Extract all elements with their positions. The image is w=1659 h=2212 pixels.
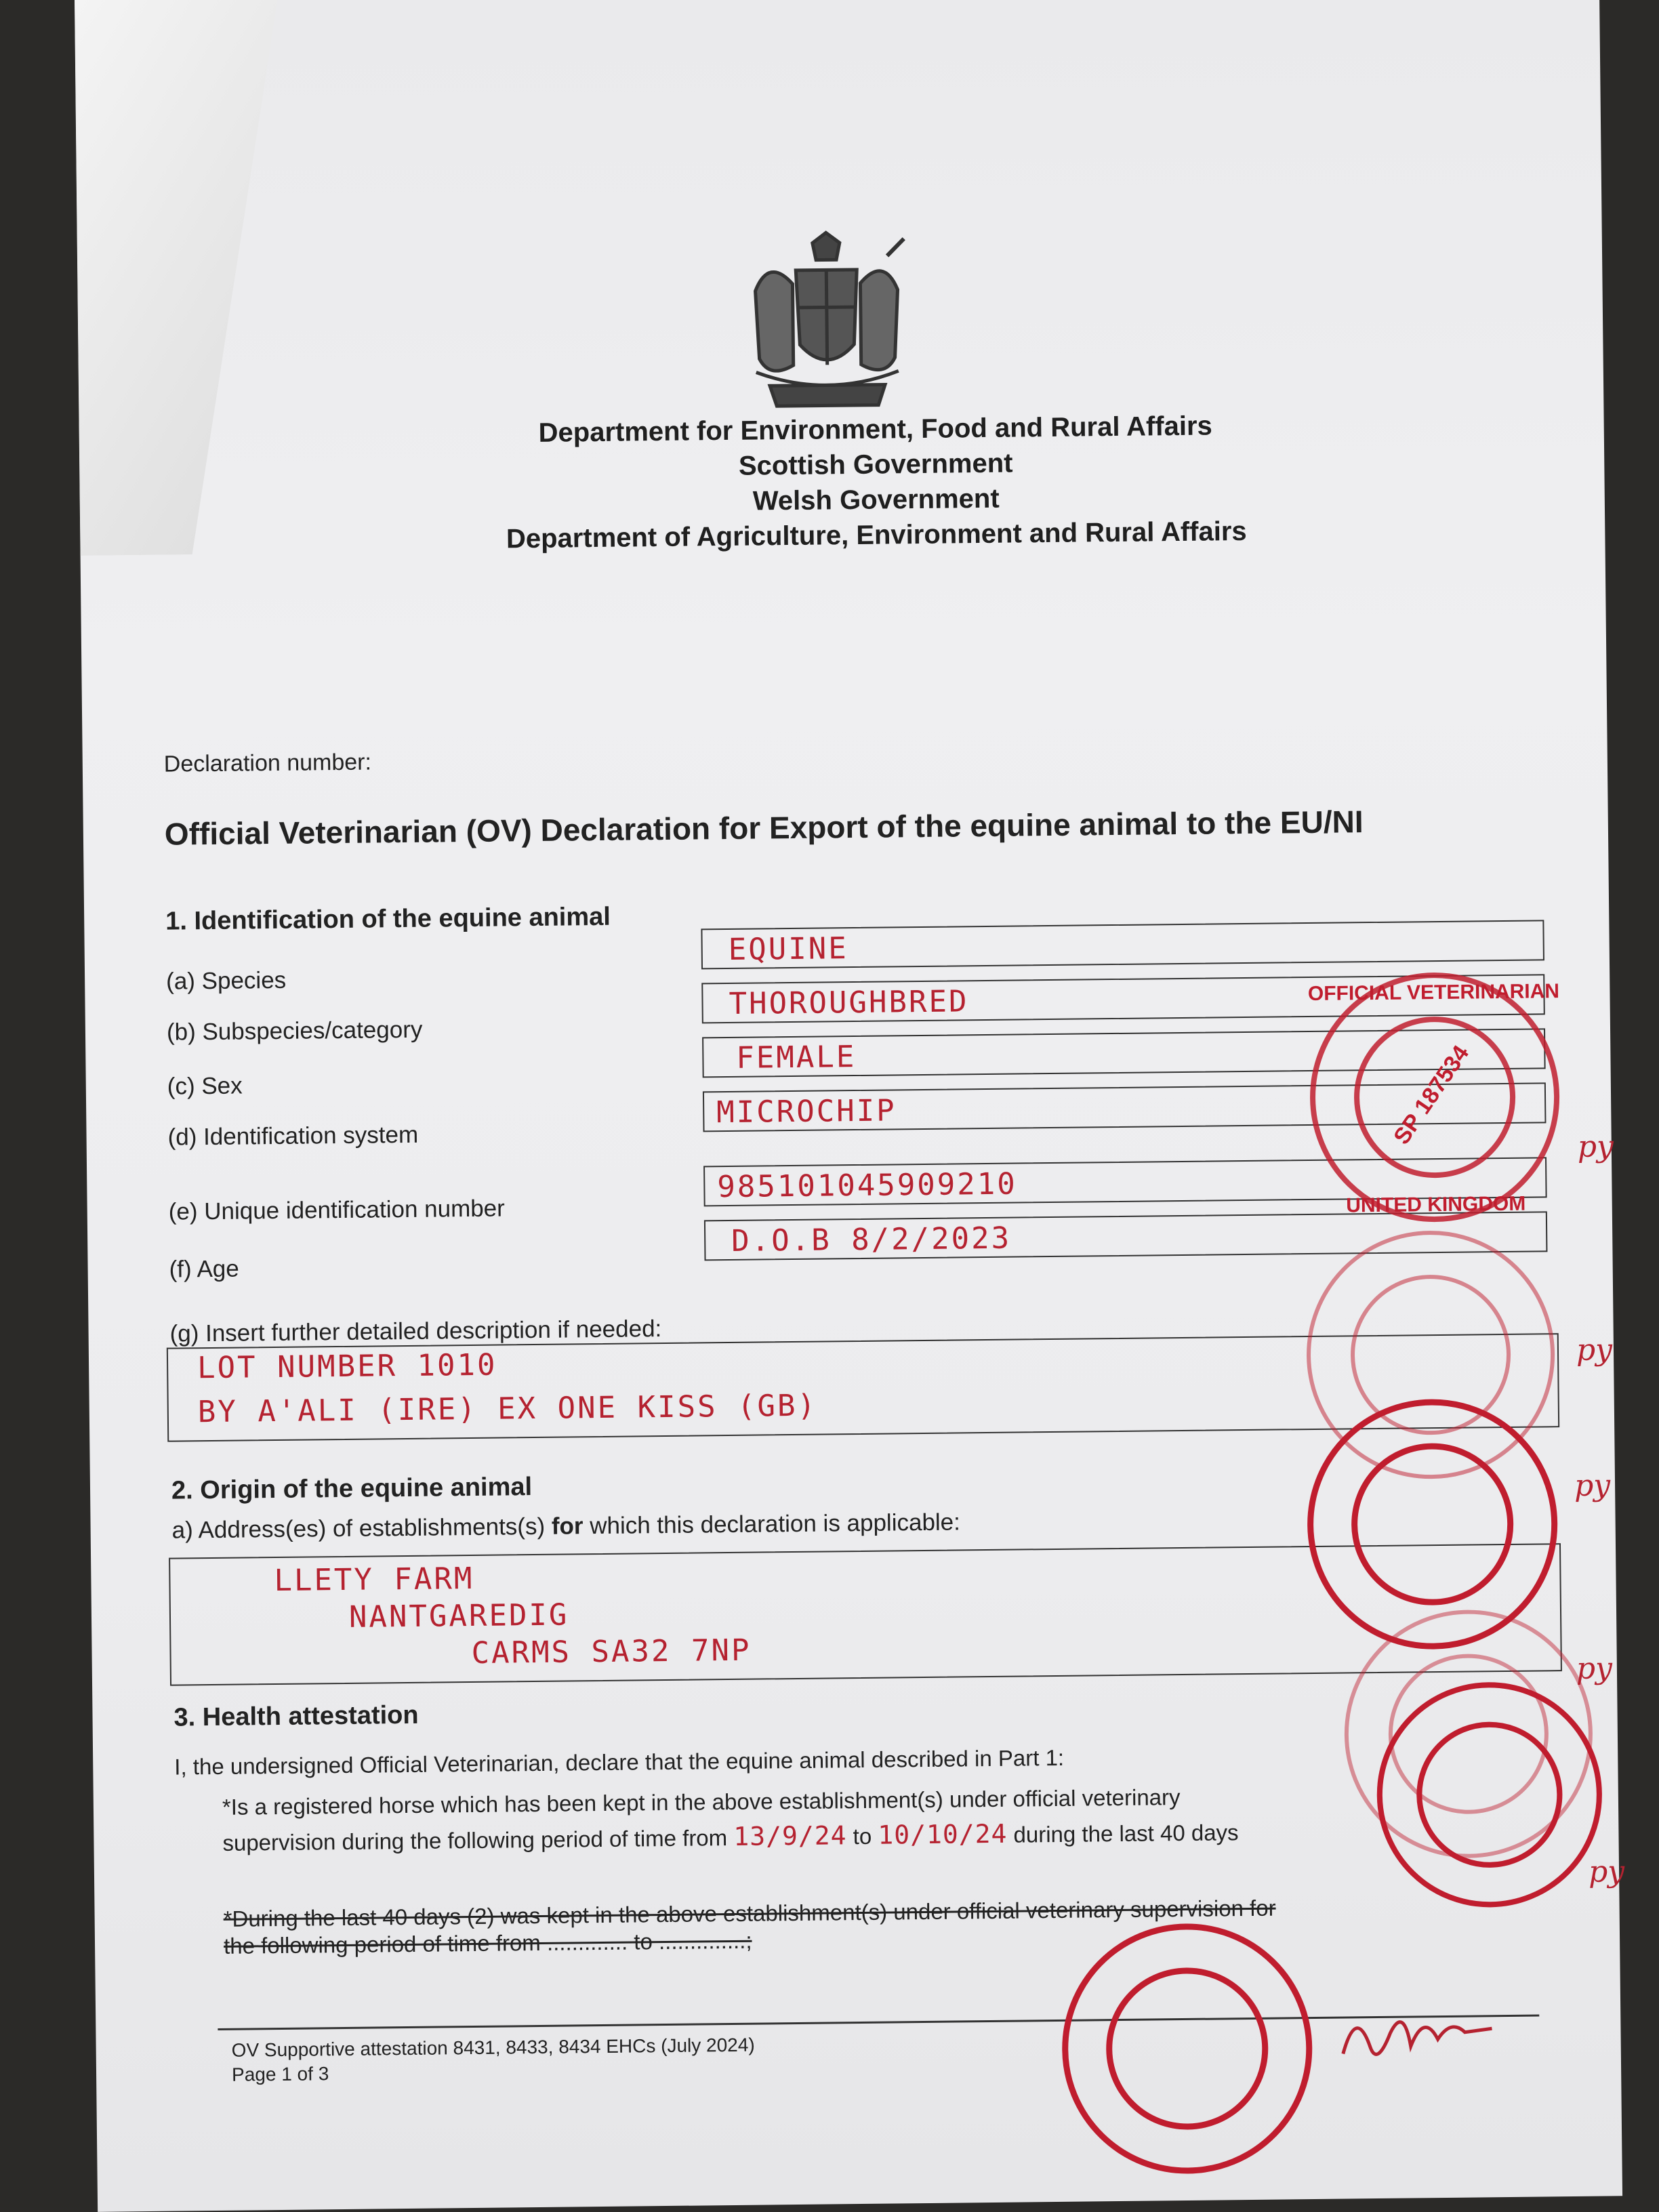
supervision-date-to: 10/10/24 xyxy=(878,1818,1008,1850)
department-3: Welsh Government xyxy=(752,483,1000,516)
attestation-line-1: *Is a registered horse which has been kept in the above establishment(s) under official veterinary xyxy=(222,1784,1181,1820)
ov-signature xyxy=(1329,1991,1506,2074)
address-line-2: NANTGAREDIG xyxy=(348,1597,569,1635)
folded-page-corner xyxy=(75,0,284,556)
ov-initials-4: py xyxy=(1576,1651,1613,1686)
subspecies-label: (b) Subspecies/category xyxy=(166,1016,423,1046)
ov-initials-1: py xyxy=(1577,1129,1614,1164)
sex-value: FEMALE xyxy=(736,1040,857,1076)
issuing-departments xyxy=(417,407,1334,558)
department-2: Scottish Government xyxy=(738,448,1013,481)
species-label: (a) Species xyxy=(165,966,287,995)
official-veterinarian-stamp-3 xyxy=(1366,1671,1613,1918)
subspecies-value: THOROUGHBRED xyxy=(729,984,969,1021)
footer-page-number: Page 1 of 3 xyxy=(231,2063,329,2085)
attestation-line-2: supervision during the following period of time from 13/9/24 to 10/10/24 during the last 40 days xyxy=(222,1818,1239,1856)
stamp-bottom-text: UNITED KINGDOM xyxy=(1346,1192,1526,1217)
official-veterinarian-stamp-footer xyxy=(1050,1912,1324,2186)
struck-alternative-line-2: the following period of time from ............. to ..............; xyxy=(223,1927,752,1959)
section-3-heading: 3. Health attestation xyxy=(173,1700,419,1732)
official-veterinarian-stamp xyxy=(1298,960,1572,1234)
royal-coat-of-arms-icon xyxy=(728,228,926,420)
species-value: EQUINE xyxy=(728,931,848,967)
footer-attestation-reference: OV Supportive attestation 8431, 8433, 8434 EHCs (July 2024) xyxy=(231,2034,755,2061)
age-value: D.O.B 8/2/2023 xyxy=(731,1221,1012,1258)
age-label: (f) Age xyxy=(169,1255,239,1283)
unique-id-value: 985101045909210 xyxy=(717,1166,1017,1205)
further-description-line-1: LOT NUMBER 1010 xyxy=(197,1347,497,1386)
document-title: Official Veterinarian (OV) Declaration for Export of the equine animal to the EU/NI xyxy=(164,804,1364,852)
identification-system-value: MICROCHIP xyxy=(716,1093,897,1130)
address-line-3: CARMS SA32 7NP xyxy=(471,1633,752,1671)
footer xyxy=(232,2033,756,2087)
supervision-date-from: 13/9/24 xyxy=(733,1820,847,1851)
address-line-1: LLETY FARM xyxy=(274,1561,474,1599)
establishment-address-label: a) Address(es) of establishments(s) for which this declaration is applicable: xyxy=(171,1509,961,1544)
ov-initials-5: py xyxy=(1588,1854,1625,1889)
stamp-number: SP 187534 xyxy=(1389,1040,1475,1149)
unique-id-label: (e) Unique identification number xyxy=(168,1195,506,1225)
department-4: Department of Agriculture, Environment and Rural Affairs xyxy=(506,516,1247,554)
ov-initials-3: py xyxy=(1574,1468,1611,1503)
document-page xyxy=(75,0,1625,2212)
declaration-number-label: Declaration number: xyxy=(163,749,372,777)
sex-label: (c) Sex xyxy=(167,1072,243,1100)
stamp-top-text: OFFICIAL VETERINARIAN xyxy=(1307,980,1560,1006)
ov-initials-2: py xyxy=(1576,1332,1613,1368)
section-1-heading: 1. Identification of the equine animal xyxy=(165,902,611,936)
department-1: Department for Environment, Food and Rural Affairs xyxy=(538,411,1212,448)
section-2-heading: 2. Origin of the equine animal xyxy=(171,1473,533,1505)
struck-alternative-line-1: *During the last 40 days (2) was kept in the above establishment(s) under official veterinary supervision for xyxy=(223,1895,1276,1931)
further-description-label: (g) Insert further detailed description if needed: xyxy=(169,1315,662,1347)
identification-system-label: (d) Identification system xyxy=(167,1121,419,1151)
attestation-intro: I, the undersigned Official Veterinarian, declare that the equine animal described in Part 1: xyxy=(174,1744,1065,1780)
further-description-line-2: BY A'ALI (IRE) EX ONE KISS (GB) xyxy=(197,1388,818,1430)
